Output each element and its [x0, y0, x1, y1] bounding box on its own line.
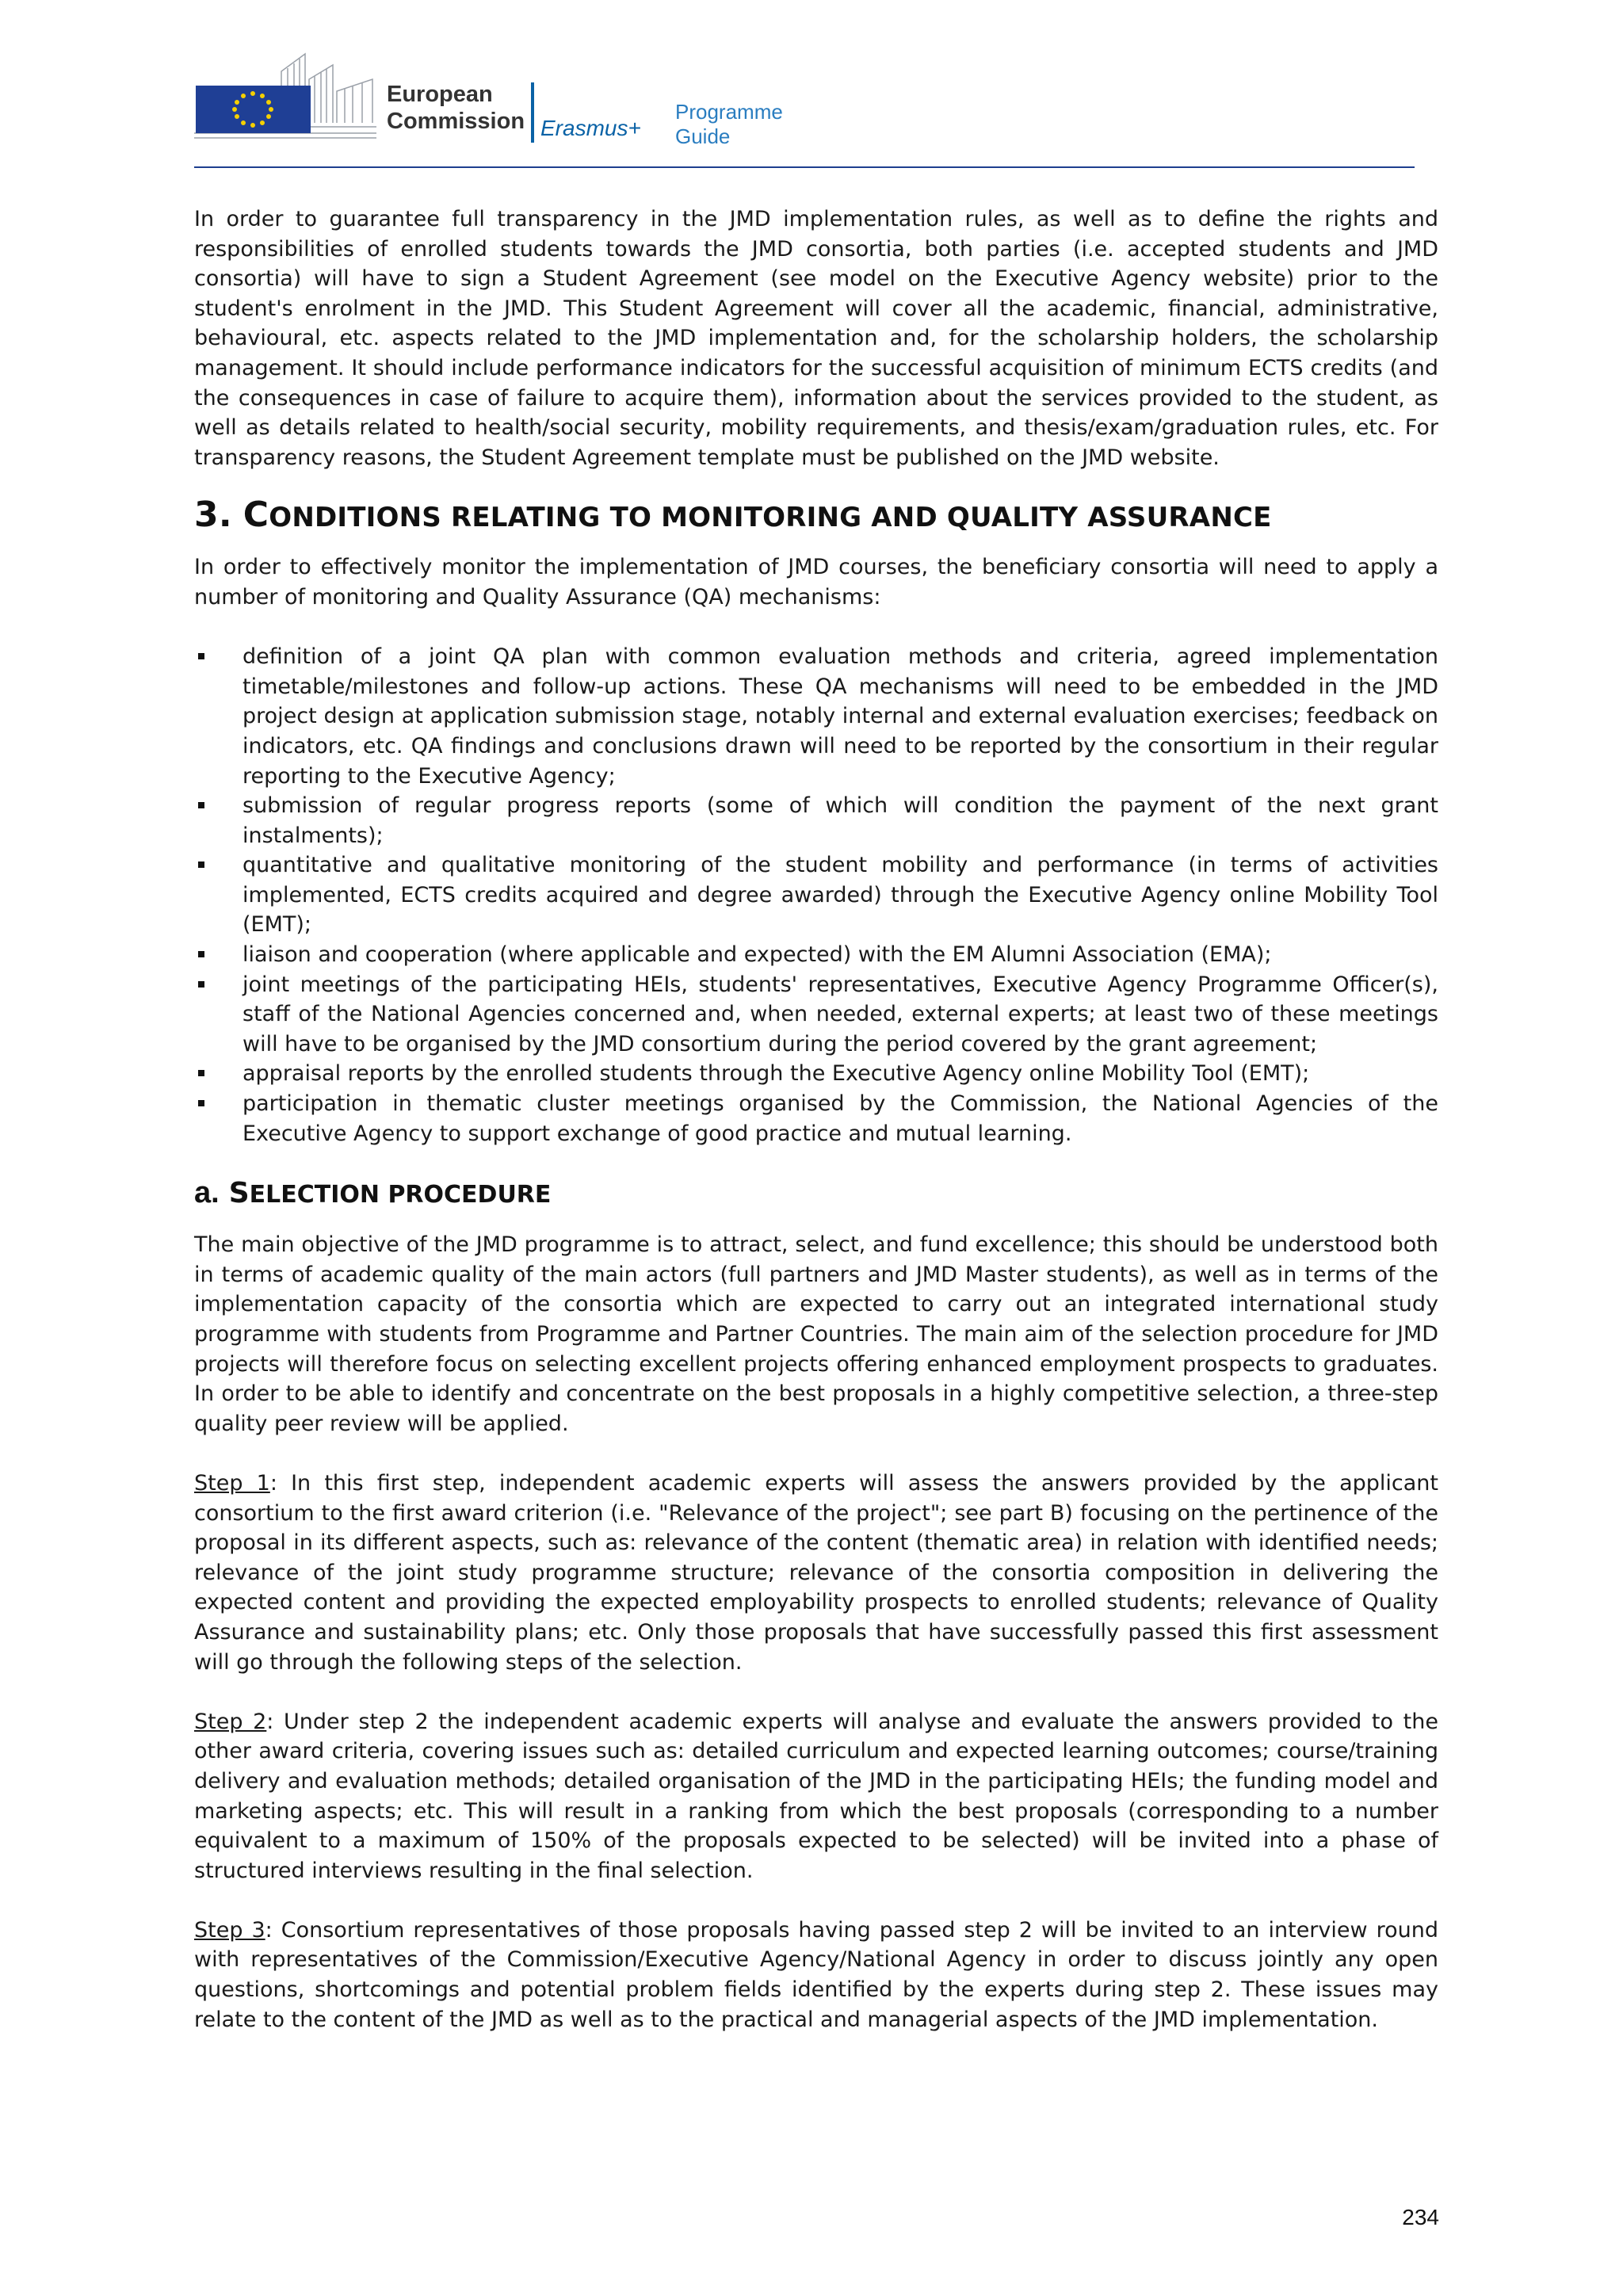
step-2-paragraph	[194, 1707, 1438, 1886]
step-1-text: : In this first step, independent academic experts will assess the answers provided by the applicant consortium to the first award criterion (i.e. "Relevance of the project"; see part B) focusing on the pertinence of the proposal in its different aspects, such as: relevance of the content (thematic area) in relation with identified needs; relevance of the joint study programme structure; relevance of the consortia composition in delivering the expected content and providing the expected employability prospects to enrolled students; relevance of Quality Assurance and sustainability plans; etc. Only those proposals that have successfully passed this first assessment will go through the following steps of the selection.	[194, 1470, 1438, 1675]
page-number: 234	[1402, 2205, 1439, 2229]
erasmus-wordmark: Erasmus+	[540, 116, 641, 140]
step-2-label: Step 2	[194, 1709, 267, 1734]
section-a-title: ELECTION PROCEDURE	[249, 1181, 552, 1209]
page-header	[194, 48, 1415, 170]
list-item	[194, 850, 1438, 940]
bullet-icon	[198, 802, 204, 808]
section-a-heading	[194, 1177, 1438, 1211]
list-item	[194, 970, 1438, 1060]
bullet-icon	[198, 861, 204, 868]
section-3-title: ONDITIONS RELATING TO MONITORING AND QUALITY ASSURANCE	[269, 502, 1272, 534]
logo-wordmark	[387, 81, 525, 135]
logo-divider	[531, 82, 534, 143]
section-a-title-initial: S	[228, 1177, 250, 1210]
bullet-icon	[198, 951, 204, 957]
step-3-label: Step 3	[194, 1917, 265, 1943]
step-2-text: : Under step 2 the independent academic experts will analyse and evaluate the answers provided to the other award criteria, covering issues such as: detailed curriculum and expected learning outcomes; course/training delivery and evaluation methods; detailed organisation of the JMD in the participating HEIs; the funding model and marketing aspects; etc. This will result in a ranking from which the best proposals (corresponding to a number equivalent to a maximum of 150% of the proposals expected to be selected) will be invited into a phase of structured interviews resulting in the final selection.	[194, 1709, 1438, 1883]
list-item-text: quantitative and qualitative monitoring of the student mobility and performance (in terms of activities implemented, ECTS credits acquired and degree awarded) through the Executive Agency online Mobility Tool (EMT);	[242, 853, 1438, 938]
qa-mechanisms-list	[194, 642, 1438, 1148]
bullet-icon	[198, 1100, 204, 1106]
section-3-heading	[194, 495, 1438, 536]
bullet-icon	[198, 981, 204, 988]
guide-line-1: Programme	[675, 100, 783, 124]
intro-paragraph: In order to guarantee full transparency in the JMD implementation rules, as well as to define the rights and responsibilities of enrolled students towards the JMD consortia, both parties (i.e. accepted students and JMD consortia) will have to sign a Student Agreement (see model on the Executive Agency website) prior to the student's enrolment in the JMD. This Student Agreement will cover all the academic, financial, administrative, behavioural, etc. aspects related to the JMD implementation and, for the scholarship holders, the scholarship management. It should include performance indicators for the successful acquisition of minimum ECTS credits (and the consequences in case of failure to acquire them), information about the services provided to the student, as well as details related to health/social security, mobility requirements, and thesis/exam/graduation rules, etc. For transparency reasons, the Student Agreement template must be published on the JMD website.	[194, 207, 1438, 470]
european-commission-logo-icon	[194, 48, 376, 143]
step-1-label: Step 1	[194, 1470, 270, 1496]
section-3-intro: In order to effectively monitor the implementation of JMD courses, the beneficiary consortia will need to apply a number of monitoring and Quality Assurance (QA) mechanisms:	[194, 555, 1438, 609]
step-1-paragraph	[194, 1469, 1438, 1677]
step-3-paragraph	[194, 1916, 1438, 2034]
section-3-title-initial: C	[242, 495, 269, 536]
header-divider	[194, 166, 1415, 168]
list-item-text: submission of regular progress reports (some of which will condition the payment of the next grant instalments);	[242, 793, 1438, 848]
list-item	[194, 940, 1438, 970]
bullet-icon	[198, 653, 204, 659]
list-item-text: definition of a joint QA plan with common evaluation methods and criteria, agreed implementation timetable/milestones and follow-up actions. These QA mechanisms will need to be embedded in the JMD project design at application submission stage, notably internal and external evaluation exercises; feedback on indicators, etc. QA findings and conclusions drawn will need to be reported by the consortium in their regular reporting to the Executive Agency;	[242, 644, 1438, 789]
list-item-text: participation in thematic cluster meetings organised by the Commission, the National Agencies of the Executive Agency to support exchange of good practice and mutual learning.	[242, 1091, 1438, 1146]
list-item-text: joint meetings of the participating HEIs, students' representatives, Executive Agency Programme Officer(s), staff of the National Agencies concerned and, when needed, external experts; at least two of these meetings will have to be organised by the JMD consortium during the period covered by the grant agreement;	[242, 972, 1438, 1056]
step-3-text: : Consortium representatives of those proposals having passed step 2 will be invited to an interview round with representatives of the Commission/Executive Agency/National Agency in order to discuss jointly any open questions, shortcomings and potential problem fields identified by the experts during step 2. These issues may relate to the content of the JMD as well as to the practical and managerial aspects of the JMD implementation.	[194, 1917, 1438, 2032]
guide-line-2: Guide	[675, 124, 731, 148]
section-a-number: a.	[194, 1176, 220, 1210]
list-item-text: appraisal reports by the enrolled students through the Executive Agency online Mobility Tool (EMT);	[242, 1061, 1310, 1087]
logo-line-2: Commission	[387, 109, 525, 134]
bullet-icon	[198, 1070, 204, 1076]
selection-procedure-paragraph: The main objective of the JMD programme is to attract, select, and fund excellence; this should be understood both in terms of academic quality of the main actors (full partners and JMD Master students), as well as in terms of the implementation capacity of the consortia which are expected to carry out an integrated international study programme with students from Programme and Partner Countries. The main aim of the selection procedure for JMD projects will therefore focus on selecting excellent projects offering enhanced employment prospects to graduates. In order to be able to identify and concentrate on the best proposals in a highly competitive selection, a three-step quality peer review will be applied.	[194, 1232, 1438, 1436]
logo-line-1: European	[387, 82, 493, 107]
programme-guide-label	[675, 100, 783, 149]
list-item	[194, 1059, 1438, 1089]
list-item	[194, 642, 1438, 791]
page-body	[194, 204, 1438, 2034]
list-item	[194, 791, 1438, 850]
section-3-number: 3.	[194, 495, 232, 536]
list-item-text: liaison and cooperation (where applicable and expected) with the EM Alumni Association (EMA);	[242, 942, 1272, 968]
list-item	[194, 1089, 1438, 1148]
